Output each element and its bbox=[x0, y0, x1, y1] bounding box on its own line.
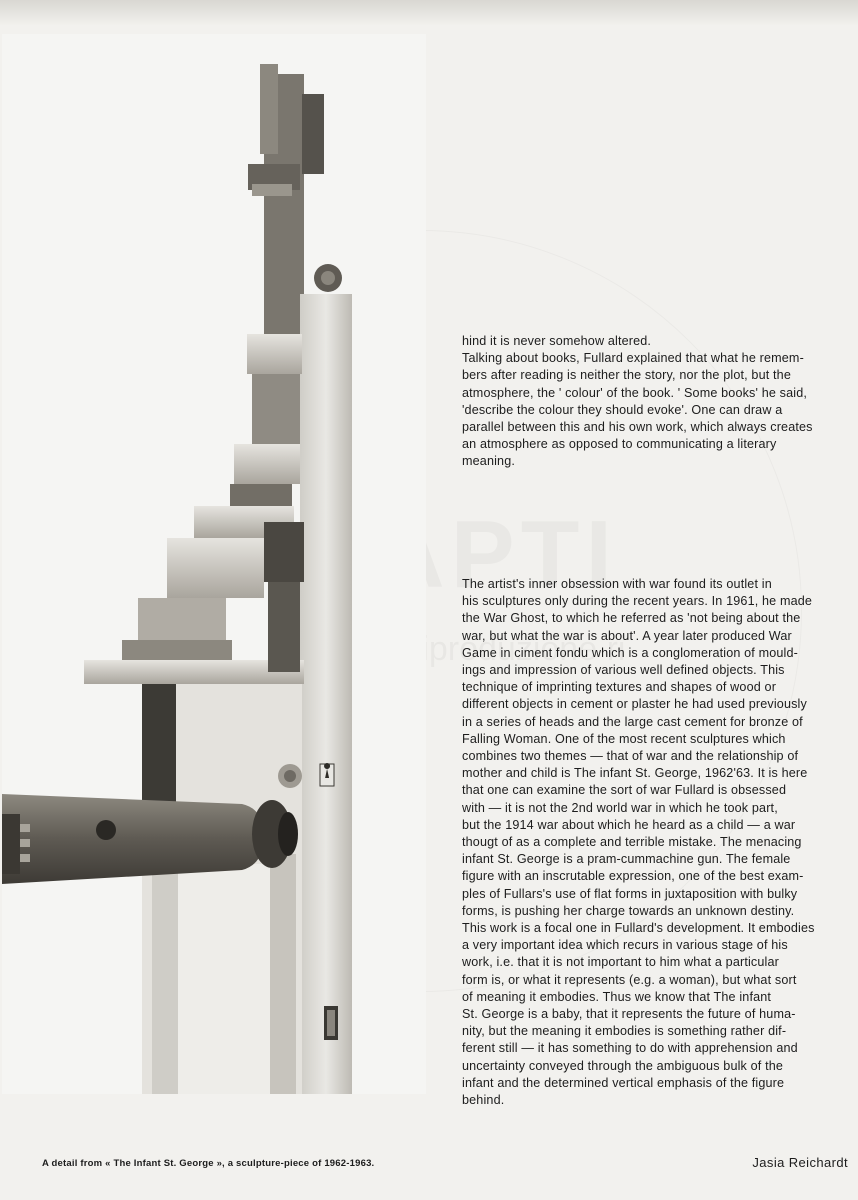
text-line: infant and the determined vertical emphasis of the figure bbox=[462, 1075, 785, 1090]
text-line: thougt of as a complete and terrible mistake. The menacing bbox=[462, 835, 802, 850]
text-line: hind it is never somehow altered. bbox=[462, 334, 652, 348]
text-line: his sculptures only during the recent years. In 1961, he made bbox=[462, 594, 813, 609]
text-line: This work is a focal one in Fullard's development. It embodies bbox=[462, 921, 815, 936]
article-paragraph-2 bbox=[462, 576, 850, 1109]
text-line: behind. bbox=[462, 1093, 505, 1108]
text-line: Talking about books, Fullard explained that what he remem- bbox=[462, 351, 804, 366]
text-line: forms, is pushing her charge towards an unknown destiny. bbox=[462, 903, 795, 918]
text-line: with — it is not the 2nd world war in which he took part, bbox=[462, 800, 778, 815]
text-line: bers after reading is neither the story, nor the plot, but the bbox=[462, 368, 791, 383]
text-line: work, i.e. that it is not important to him what a particular bbox=[462, 955, 779, 970]
text-line: an atmosphere as opposed to communicating a literary bbox=[462, 437, 777, 452]
carved-top-piece bbox=[248, 64, 342, 334]
text-line: uncertainty conveyed through the ambiguous bulk of the bbox=[462, 1058, 784, 1073]
text-line: but the 1914 war about which he heard as a child — a war bbox=[462, 817, 796, 832]
text-line: meaning. bbox=[462, 454, 516, 469]
text-line: ples of Fullars's use of flat forms in juxtaposition with bulky bbox=[462, 886, 798, 901]
text-line: form is, or what it represents (e.g. a woman), but what sort bbox=[462, 972, 797, 987]
article-paragraph-1 bbox=[462, 333, 850, 471]
text-line: different objects in cement or plaster he had used previously bbox=[462, 697, 807, 712]
text-line: of meaning it embodies. Thus we know that The infant bbox=[462, 989, 772, 1004]
text-line: that one can examine the sort of war Fullard is obsessed bbox=[462, 783, 787, 798]
text-line: The artist's inner obsession with war found its outlet in bbox=[462, 577, 772, 591]
text-line: ferent still — it has something to do with apprehension and bbox=[462, 1041, 798, 1056]
text-line: figure with an inscrutable expression, one of the best exam- bbox=[462, 869, 804, 884]
text-line: war, but what the war is about'. A year later produced War bbox=[462, 628, 792, 643]
author-name: Jasia Reichardt bbox=[752, 1155, 848, 1170]
text-line: the War Ghost, to which he referred as 'not being about the bbox=[462, 611, 801, 626]
text-line: nity, but the meaning it embodies is something rather dif- bbox=[462, 1024, 787, 1039]
text-line: Falling Woman. One of the most recent sculptures which bbox=[462, 731, 786, 746]
text-line: a very important idea which recurs in various stage of his bbox=[462, 938, 788, 953]
text-line: combines two themes — that of war and the relationship of bbox=[462, 749, 799, 764]
text-line: mother and child is The infant St. George, 1962'63. It is here bbox=[462, 766, 808, 781]
sculpture-photo bbox=[2, 34, 426, 1094]
sculpture-illustration bbox=[2, 34, 426, 1094]
text-line: infant St. George is a pram-cummachine gun. The female bbox=[462, 852, 791, 867]
main-post bbox=[300, 294, 352, 1094]
text-line: in a series of heads and the large cast cement for bronze of bbox=[462, 714, 803, 729]
text-line: parallel between this and his own work, which always creates bbox=[462, 420, 813, 435]
stepped-mouldings bbox=[84, 334, 304, 684]
text-line: technique of imprinting textures and shapes of wood or bbox=[462, 680, 777, 695]
text-line: 'describe the colour they should evoke'. One can draw a bbox=[462, 402, 783, 417]
photo-caption: A detail from « The Infant St. George », a sculpture-piece of 1962-1963. bbox=[42, 1158, 375, 1169]
text-line: ings and impression of various well defined objects. This bbox=[462, 663, 785, 678]
text-line: Game in ciment fondu which is a conglomeration of mould- bbox=[462, 645, 798, 660]
page-top-edge bbox=[0, 0, 858, 26]
text-line: St. George is a baby, that it represents the future of huma- bbox=[462, 1007, 796, 1022]
text-line: atmosphere, the ' colour' of the book. ' Some books' he said, bbox=[462, 385, 807, 400]
